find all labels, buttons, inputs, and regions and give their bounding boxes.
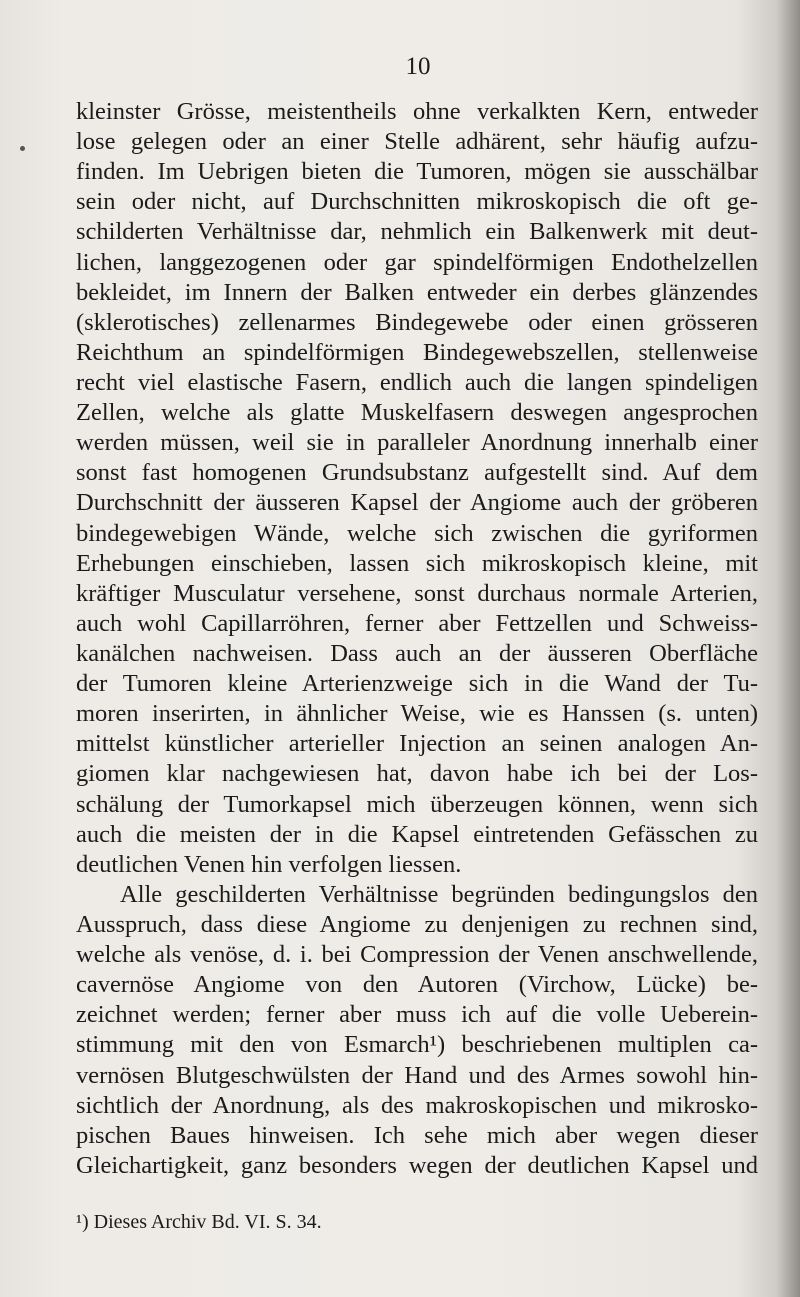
text-line: welche als venöse, d. i. bei Compression der Venen anschwellende,: [76, 941, 758, 969]
text-line: Ausspruch, dass diese Angiome zu denjenigen zu rechnen sind,: [76, 910, 758, 938]
text-line: zeichnet werden; ferner aber muss ich auf die volle Ueberein-: [76, 1001, 758, 1029]
text-line: der Tumoren kleine Arterienzweige sich in die Wand der Tu-: [76, 670, 758, 698]
footnote-marker: ¹): [76, 1211, 89, 1233]
text-line: kanälchen nachweisen. Dass auch an der äusseren Oberfläche: [76, 639, 758, 667]
text-line: mittelst künstlicher arterieller Injection an seinen analogen An-: [76, 730, 758, 758]
text-line: Durchschnitt der äusseren Kapsel der Angiome auch der gröberen: [76, 489, 758, 517]
text-line: bekleidet, im Innern der Balken entweder ein derbes glänzendes: [76, 278, 758, 306]
text-line: auch die meisten der in die Kapsel eintretenden Gefässchen zu: [76, 820, 758, 848]
text-line: lichen, langgezogenen oder gar spindelförmigen Endothelzellen: [76, 248, 758, 276]
text-line: Reichthum an spindelförmigen Bindegewebszellen, stellenweise: [76, 338, 758, 366]
text-line: schälung der Tumorkapsel mich überzeugen können, wenn sich: [76, 790, 758, 818]
text-line: Erhebungen einschieben, lassen sich mikroskopisch kleine, mit: [76, 549, 758, 577]
text-line: stimmung mit den von Esmarch¹) beschriebenen multiplen ca-: [76, 1031, 758, 1059]
footnote: [76, 1209, 322, 1235]
text-line: kleinster Grösse, meistentheils ohne verkalkten Kern, entweder: [76, 98, 758, 125]
text-line: schilderten Verhältnisse dar, nehmlich ein Balkenwerk mit deut-: [76, 218, 758, 246]
text-line: werden müssen, weil sie in paralleler Anordnung innerhalb einer: [76, 429, 758, 457]
ink-speck: [20, 146, 25, 151]
text-line: cavernöse Angiome von den Autoren (Virchow, Lücke) be-: [76, 971, 758, 999]
text-line: auch wohl Capillarröhren, ferner aber Fettzellen und Schweiss-: [76, 609, 758, 637]
text-line: lose gelegen oder an einer Stelle adhärent, sehr häufig aufzu-: [76, 128, 758, 156]
body-text: [76, 97, 758, 1181]
text-line: moren inserirten, in ähnlicher Weise, wie es Hanssen (s. unten): [76, 700, 758, 728]
text-line: giomen klar nachgewiesen hat, davon habe ich bei der Los-: [76, 760, 758, 788]
paragraph-start-line: Alle geschilderten Verhältnisse begründen bedingungslos den: [120, 880, 758, 908]
text-line: recht viel elastische Fasern, endlich auch die langen spindeligen: [76, 368, 758, 396]
text-line: sonst fast homogenen Grundsubstanz aufgestellt sind. Auf dem: [76, 459, 758, 487]
text-line: bindegewebigen Wände, welche sich zwischen die gyriformen: [76, 519, 758, 547]
text-line: pischen Baues hinweisen. Ich sehe mich aber wegen dieser: [76, 1121, 758, 1149]
footnote-text: Dieses Archiv Bd. VI. S. 34.: [93, 1211, 322, 1233]
text-line: (sklerotisches) zellenarmes Bindegewebe oder einen grösseren: [76, 308, 758, 336]
text-line: Zellen, welche als glatte Muskelfasern deswegen angesprochen: [76, 399, 758, 427]
text-line: vernösen Blutgeschwülsten der Hand und des Armes sowohl hin-: [76, 1061, 758, 1089]
text-line: finden. Im Uebrigen bieten die Tumoren, mögen sie ausschälbar: [76, 158, 758, 186]
text-line: Gleichartigkeit, ganz besonders wegen der deutlichen Kapsel und: [76, 1151, 758, 1179]
page-number: 10: [405, 53, 431, 80]
text-line: sichtlich der Anordnung, als des makroskopischen und mikrosko-: [76, 1091, 758, 1119]
paragraph-end-line: deutlichen Venen hin verfolgen liessen.: [76, 850, 462, 878]
text-line: sein oder nicht, auf Durchschnitten mikroskopisch die oft ge-: [76, 188, 758, 216]
text-line: kräftiger Musculatur versehene, sonst durchaus normale Arterien,: [76, 579, 758, 607]
